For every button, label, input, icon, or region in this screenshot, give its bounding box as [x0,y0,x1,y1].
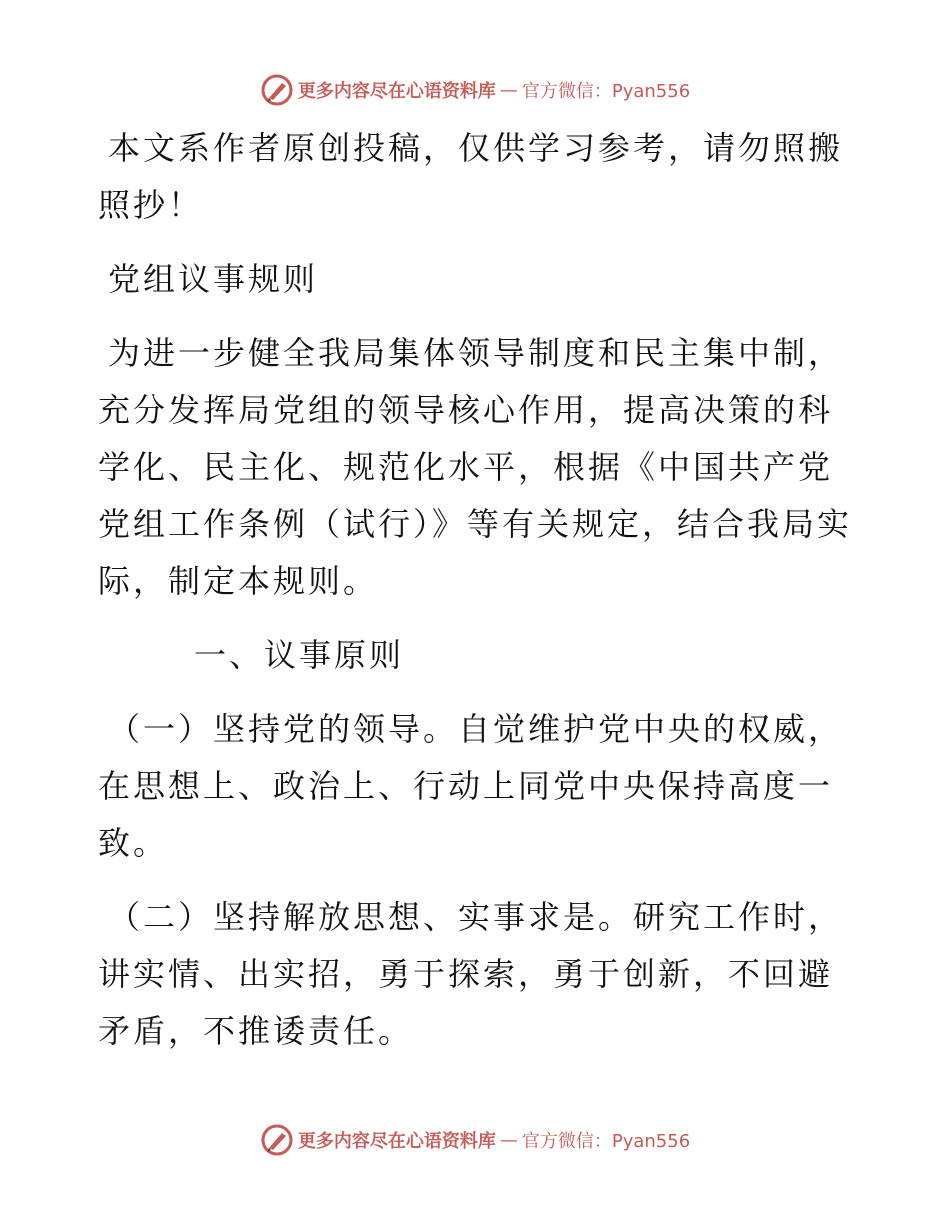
principle-item-2: （二）坚持解放思想、实事求是。研究工作时，讲实情、出实招，勇于探索，勇于创新，不回避矛盾，不推诿责任。 [98,898,844,1050]
watermark-banner-bottom [0,1120,950,1160]
pen-logo-icon [260,73,294,107]
intro-paragraph: 为进一步健全我局集体领导制度和民主集中制，充分发挥局党组的领导核心作用，提高决策的科学化、民主化、规范化水平，根据《中国共产党党组工作条例（试行）》等有关规定，结合我局实际，制定本规则。 [98,334,853,600]
document-title: 党组议事规则 [108,260,319,298]
watermark-wechat-text: 官方微信：Pyan556 [521,81,691,102]
watermark-wechat-text: 官方微信：Pyan556 [521,1131,691,1152]
pen-logo-icon [260,1123,294,1157]
principle-item-1: （一）坚持党的领导。自觉维护党中央的权威，在思想上、政治上、行动上同党中央保持高度一致。 [98,710,844,862]
watermark-site-text: 更多内容尽在心语资料库 [297,81,496,102]
watermark-separator: — [499,79,518,101]
watermark-site-text: 更多内容尽在心语资料库 [297,1131,496,1152]
notice-paragraph: 本文系作者原创投稿，仅供学习参考，请勿照搬照抄！ [98,129,844,224]
section-heading: 一、议事原则 [194,636,405,674]
document-body [98,120,858,1077]
watermark-separator: — [499,1129,518,1151]
watermark-banner-top [0,70,950,110]
